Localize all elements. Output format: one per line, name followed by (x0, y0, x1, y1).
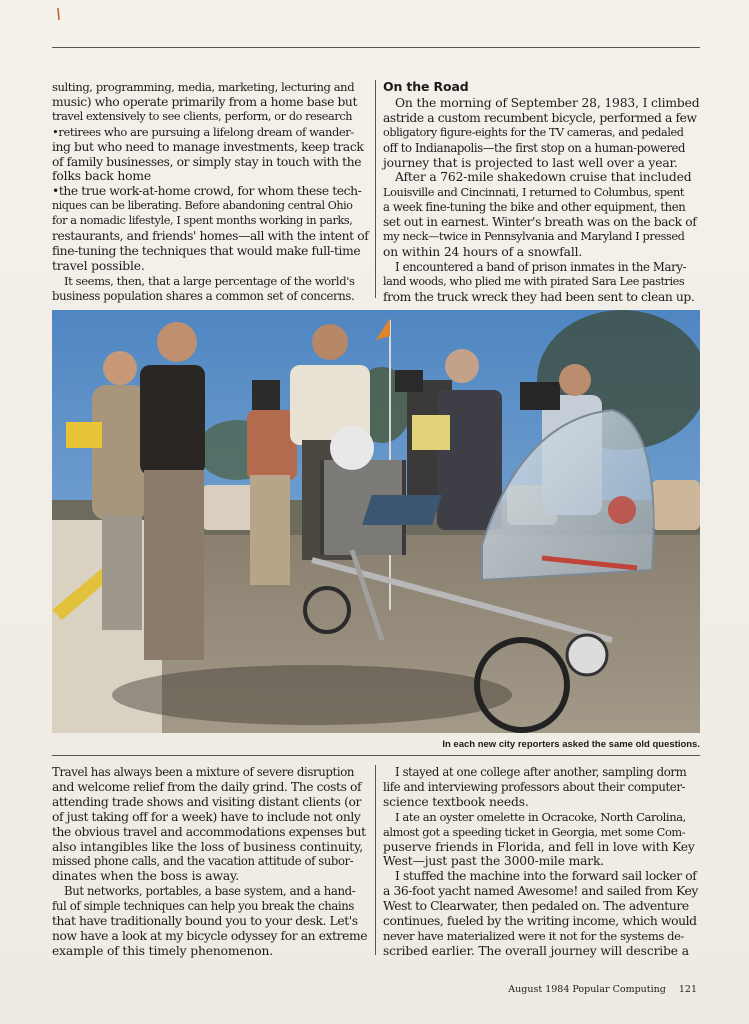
reporters-bicycle-photo (52, 310, 700, 733)
text-line: puserve friends in Florida, and fell in love with Key (383, 839, 695, 854)
page-number: 121 (678, 984, 697, 995)
text-line: of just taking off for a week) have to include not only (52, 809, 361, 824)
text-line: restaurants, and friends' homes—all with the intent of (52, 229, 369, 244)
text-line: attending trade shows and visiting distant clients (or (52, 794, 361, 809)
top-rule (52, 47, 700, 48)
text-line: dinates when the boss is away. (52, 869, 239, 884)
text-line: After a 762-mile shakedown cruise that included (395, 170, 692, 185)
text-line: ing but who need to manage investments, keep track (52, 139, 364, 154)
text-line: sulting, programming, media, marketing, lecturing and (52, 80, 355, 94)
text-line: travel extensively to see clients, perform, or do research (52, 109, 353, 123)
text-line: ful of simple techniques can help you break the chains (52, 899, 354, 914)
text-line: almost got a speeding ticket in Georgia, met some Com- (383, 824, 686, 839)
text-line: fine-tuning the techniques that would make full-time (52, 243, 361, 258)
text-line: I ate an oyster omelette in Ocracoke, North Carolina, (395, 809, 686, 824)
text-line: Louisville and Cincinnati, I returned to Columbus, spent (383, 185, 685, 200)
text-line: I stayed at one college after another, sampling dorm (395, 765, 687, 779)
text-line: continues, fueled by the writing income, which would (383, 914, 697, 929)
text-line: scribed earlier. The overall journey will describe a (383, 943, 689, 958)
text-line: now have a look at my bicycle odyssey for an extreme (52, 928, 368, 943)
caption-rule (52, 755, 700, 756)
text-line: missed phone calls, and the vacation attitude of subor- (52, 854, 354, 869)
text-line: music) who operate primarily from a home base but (52, 94, 357, 109)
text-line: land woods, who plied me with pirated Sara Lee pastries (383, 274, 685, 288)
text-line: Travel has always been a mixture of severe disruption (52, 765, 355, 779)
text-line: off to Indianapolis—the first stop on a human-powered (383, 140, 686, 155)
text-line: also intangibles like the loss of business continuity, (52, 839, 364, 854)
pen-mark-icon (56, 6, 60, 46)
text-line: niques can be liberating. Before abandoning central Ohio (52, 199, 353, 213)
section-heading: On the Road (383, 79, 469, 94)
text-line: It seems, then, that a large percentage of the world's (64, 273, 355, 288)
text-line: West—just past the 3000-mile mark. (383, 854, 605, 869)
column-bottom-right (383, 765, 699, 959)
text-line: On the morning of September 28, 1983, I climbed (395, 95, 700, 110)
text-line: my neck—twice in Pennsylvania and Maryland I pressed (383, 230, 685, 244)
text-line: science textbook needs. (383, 794, 529, 809)
text-line: business population shares a common set of concerns. (52, 288, 355, 303)
page-footer (498, 984, 697, 995)
text-line: I stuffed the machine into the forward sail locker of (395, 869, 697, 884)
photo-caption: In each new city reporters asked the same old questions. (442, 739, 700, 750)
text-line: obligatory figure-eights for the TV cameras, and pedaled (383, 125, 684, 139)
text-line: •the true work-at-home crowd, for whom these tech- (52, 184, 362, 199)
text-line: of family businesses, or simply stay in touch with the (52, 154, 362, 169)
text-line: a week fine-tuning the bike and other equipment, then (383, 200, 686, 215)
text-line: West to Clearwater, then pedaled on. The adventure (383, 899, 689, 914)
text-line: from the truck wreck they had been sent to clean up. (383, 289, 695, 304)
text-line: I encountered a band of prison inmates in the Mary- (395, 259, 687, 274)
text-line: for a nomadic lifestyle, I spent months working in parks, (52, 214, 353, 228)
column-bottom-left (52, 765, 368, 959)
text-line: •retirees who are pursuing a lifelong dream of wander- (52, 124, 354, 139)
text-line: journey that is projected to last well over a year. (383, 155, 678, 170)
issue-label: August 1984 Popular Computing (508, 984, 666, 995)
column-top-right (383, 80, 699, 305)
text-line: that have traditionally bound you to your desk. Let's (52, 914, 358, 929)
column-divider (375, 765, 376, 955)
text-line: life and interviewing professors about their computer- (383, 779, 686, 794)
text-line: never have materialized were it not for the systems de- (383, 928, 685, 943)
text-line: a 36-foot yacht named Awesome! and sailed from Key (383, 884, 698, 899)
text-line: astride a custom recumbent bicycle, performed a few (383, 110, 697, 125)
text-line: the obvious travel and accommodations expenses but (52, 824, 366, 839)
text-line: travel possible. (52, 258, 145, 273)
text-line: But networks, portables, a base system, and a hand- (64, 884, 356, 899)
column-divider (375, 80, 376, 298)
text-line: folks back home (52, 169, 152, 184)
text-line: and welcome relief from the daily grind. The costs of (52, 779, 362, 794)
text-line: on within 24 hours of a snowfall. (383, 244, 583, 259)
tl-para-1 (52, 80, 368, 304)
column-top-left (52, 80, 368, 304)
text-line: set out in earnest. Winter's breath was on the back of (383, 215, 697, 230)
text-line: example of this timely phenomenon. (52, 943, 274, 958)
